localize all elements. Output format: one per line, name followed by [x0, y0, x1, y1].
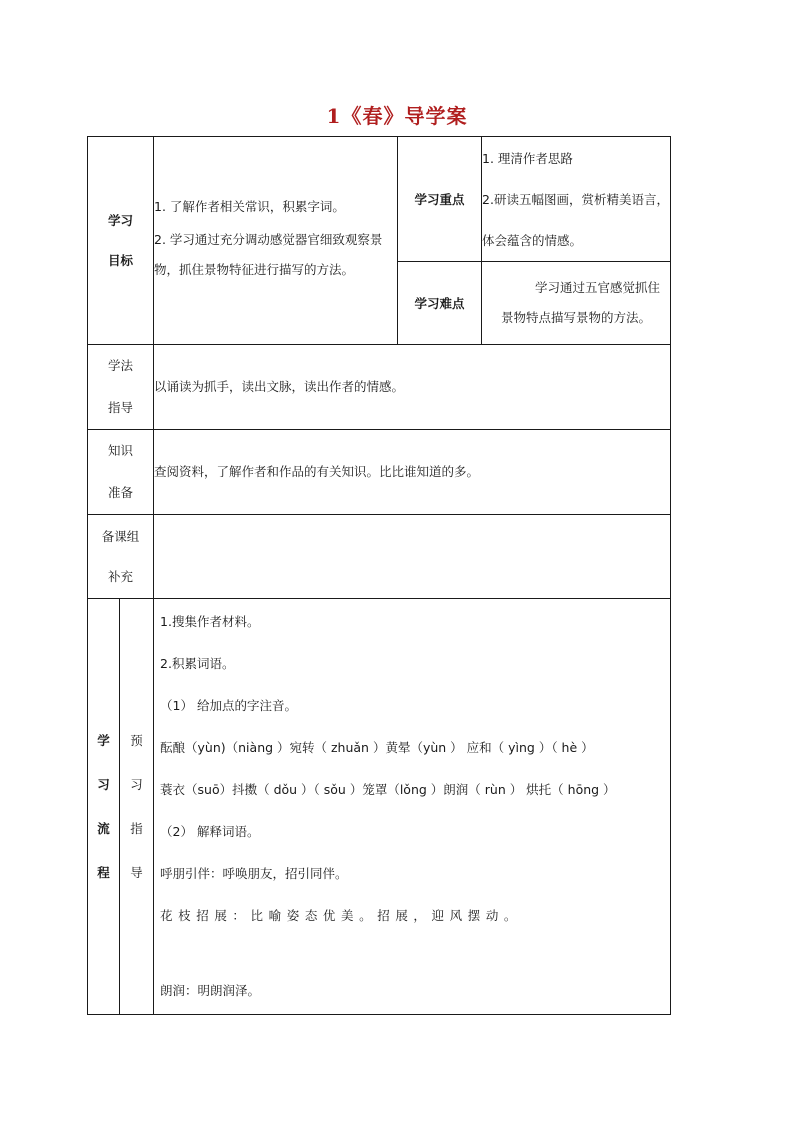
key-point-1: 1. 理清作者思路 — [482, 150, 573, 166]
key-point-2: 2.研读五幅图画，赏析精美语言，体会蕴含的情感。 — [482, 191, 669, 248]
supplement-content — [154, 515, 671, 599]
key-points-label: 学习重点 — [398, 137, 482, 262]
goal-item-1: 1. 了解作者相关常识，积累字词。 — [154, 198, 345, 214]
difficulty-content — [482, 262, 671, 345]
key-points-content — [482, 137, 671, 262]
method-label: 学法 指导 — [88, 345, 154, 430]
method-content: 以诵读为抓手，读出文脉，读出作者的情感。 — [154, 345, 671, 430]
knowledge-content: 查阅资料，了解作者和作品的有关知识。比比谁知道的多。 — [154, 430, 671, 515]
preview-guide-content — [154, 599, 671, 1015]
list-item: 1.搜集作者材料。 — [160, 614, 260, 629]
list-item: （1） 给加点的字注音。 — [160, 698, 297, 713]
knowledge-label: 知识 准备 — [88, 430, 154, 515]
goals-content — [154, 137, 398, 345]
difficulty-label: 学习难点 — [398, 262, 482, 345]
difficulty-line-1: 学习通过五官感觉抓住 — [535, 280, 661, 295]
supplement-label: 备课组 补充 — [88, 515, 154, 599]
list-item: 花枝招展：比喻姿态优美。招展，迎风摆动。 — [160, 908, 523, 923]
goal-item-2: 2. 学习通过充分调动感觉器官细致观察景物，抓住景物特征进行描写的方法。 — [154, 231, 383, 277]
flow-inner-label: 预 习 指 导 — [120, 599, 154, 1015]
list-item: 呼朋引伴：呼唤朋友，招引同伴。 — [160, 866, 348, 881]
list-item: （2） 解释词语。 — [160, 824, 260, 839]
page-title: 1《春》导学案 — [326, 104, 468, 128]
list-item: 蓑衣（suō）抖擞（ dǒu ）（ sǒu ）笼罩（lǒng ）朗润（ rùn ） 烘托（ hōng ） — [160, 782, 616, 797]
study-guide-table — [87, 136, 671, 1015]
flow-outer-label: 学 习 流 程 — [88, 599, 120, 1015]
goals-label: 学习 目标 — [88, 137, 154, 345]
list-item: 酝酿（yùn)（niàng ）宛转（ zhuǎn ）黄晕（yùn ） 应和（ yìng ）（ hè ） — [160, 740, 594, 755]
list-item: 朗润：明朗润泽。 — [160, 983, 261, 998]
list-item: 2.积累词语。 — [160, 656, 235, 671]
difficulty-line-2: 景物特点描写景物的方法。 — [501, 310, 652, 325]
